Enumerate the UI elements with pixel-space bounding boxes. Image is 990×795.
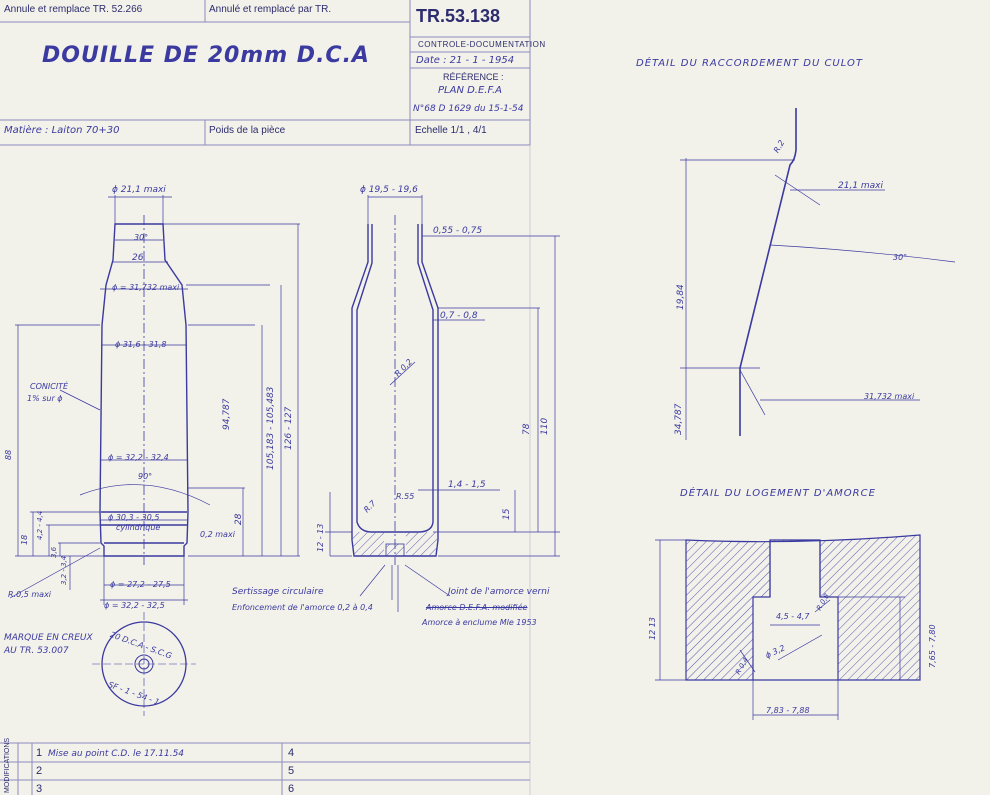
sec-r02: R 0,2 xyxy=(393,357,415,379)
sec-h78: 78 xyxy=(522,423,532,435)
dim-02-maxi: 0,2 maxi xyxy=(200,530,235,539)
mod-row-4-number: 4 xyxy=(288,747,295,759)
sertissage-label: Sertissage circulaire xyxy=(232,587,324,597)
amorce-1213: 12 13 xyxy=(648,617,657,640)
amorce-765: 7,65 - 7,80 xyxy=(928,624,937,668)
culot-r2: R.2 xyxy=(772,138,787,155)
marking-text-bottom: SF - 1 - 54 - 1 xyxy=(106,680,161,707)
amorce-r04: R 0,4 xyxy=(734,656,751,676)
dim-body: ϕ 31,6 - 31,8 xyxy=(115,340,167,349)
culot-31732: 31,732 maxi xyxy=(864,392,915,401)
dim-angle30: 30° xyxy=(134,233,149,242)
plan-ref: PLAN D.E.F.A xyxy=(438,85,502,96)
dim-groove: ϕ 30,3 - 30,5 xyxy=(108,513,160,522)
culot-detail-lines xyxy=(680,108,955,440)
marque-label: MARQUE EN CREUX xyxy=(4,633,93,643)
controle-label: CONTROLE-DOCUMENTATION xyxy=(418,40,546,49)
matiere-field: Matière : Laiton 70+30 xyxy=(4,125,120,136)
sec-h15: 15 xyxy=(502,508,512,520)
culot-1984: 19,84 xyxy=(676,284,686,310)
marque-ref: AU TR. 53.007 xyxy=(4,646,69,656)
amorce-r08: R 0,8 xyxy=(815,592,832,612)
dim-r05: R.0,5 maxi xyxy=(8,590,52,599)
culot-30deg: 30° xyxy=(893,253,908,262)
enfoncement-label: Enfoncement de l'amorce 0,2 à 0,4 xyxy=(232,603,373,612)
sec-r55: R.55 xyxy=(396,492,415,501)
sec-h12: 12 - 13 xyxy=(316,523,325,552)
dim-rim2: ϕ = 32,2 - 32,5 xyxy=(104,601,165,610)
dim-angle90: 90° xyxy=(138,472,153,481)
dim-105: 105,183 - 105,483 xyxy=(266,386,276,470)
conicite-value: 1% sur ϕ xyxy=(27,394,63,403)
poids-label: Poids de la pièce xyxy=(209,125,286,136)
dim-28: 28 xyxy=(234,513,244,525)
echelle-field: Echelle 1/1 , 4/1 xyxy=(415,125,487,136)
plan-number: N°68 D 1629 du 15-1-54 xyxy=(413,104,524,114)
amorce-label: Amorce à enclume Mle 1953 xyxy=(422,618,537,627)
mod-row-1-number: 1 xyxy=(36,747,43,759)
dim-base: ϕ = 32,2 - 32,4 xyxy=(108,453,169,462)
dim-126: 126 - 127 xyxy=(284,406,294,450)
culot-34787: 34,787 xyxy=(674,403,684,435)
marking-text-top: 20 D.C.A - S.C.G xyxy=(108,630,174,661)
amorce-detail-title: DÉTAIL DU LOGEMENT D'AMORCE xyxy=(680,488,876,499)
amorce-struck-label: Amorce D.E.F.A. modifiée xyxy=(426,603,528,612)
date-field: Date : 21 - 1 - 1954 xyxy=(416,55,515,66)
dim-34: 3,2 - 3,4 xyxy=(60,555,68,585)
dim-rim1: ϕ = 27,2 - 27,5 xyxy=(110,580,171,589)
dim-26: 26 xyxy=(132,253,144,263)
replaces-label: Annule et remplace TR. 52.266 xyxy=(4,4,143,15)
dim-88: 88 xyxy=(4,449,13,460)
mod-row-2-number: 2 xyxy=(36,765,43,777)
sec-h110: 110 xyxy=(540,417,550,435)
replaced-by-label: Annulé et remplacé par TR. xyxy=(209,4,332,15)
dim-18: 18 xyxy=(20,534,29,545)
dim-shoulder: ϕ = 31,732 maxi xyxy=(112,283,180,292)
tr-number: TR.53.138 xyxy=(416,6,501,26)
mod-row-5-number: 5 xyxy=(288,765,295,777)
drawing-title: DOUILLE DE 20mm D.C.A xyxy=(42,43,370,68)
sec-t3: 1,4 - 1,5 xyxy=(448,480,486,490)
joint-label: Joint de l'amorce verni xyxy=(448,587,550,597)
amorce-32: ϕ 3,2 xyxy=(764,643,787,661)
mod-row-1-text: Mise au point C.D. le 17.11.54 xyxy=(48,749,185,759)
mod-row-3-number: 3 xyxy=(36,783,43,795)
sec-t2: 0,7 - 0,8 xyxy=(440,311,478,321)
case-section-view xyxy=(352,215,438,565)
sec-r7: R.7 xyxy=(362,498,378,515)
cylindrique-label: cylindrique xyxy=(116,523,161,532)
amorce-45: 4,5 - 4,7 xyxy=(776,612,810,621)
dim-44: 4,2 - 4,4 xyxy=(36,510,44,540)
culot-211: 21,1 maxi xyxy=(838,181,884,191)
amorce-783: 7,83 - 7,88 xyxy=(766,706,810,715)
sec-d-top: ϕ 19,5 - 19,6 xyxy=(360,185,418,195)
culot-detail-title: DÉTAIL DU RACCORDEMENT DU CULOT xyxy=(636,58,863,69)
dim-94787: 94,787 xyxy=(222,398,232,430)
dim-36: 3,6 xyxy=(50,546,58,558)
amorce-detail xyxy=(655,535,920,720)
mod-row-6-number: 6 xyxy=(288,783,295,795)
conicite-label: CONICITÉ xyxy=(30,382,69,391)
modifications-side-label: MODIFICATIONS xyxy=(4,737,11,793)
sec-t1: 0,55 - 0,75 xyxy=(433,226,483,236)
dim-d-top: ϕ 21,1 maxi xyxy=(112,185,166,195)
reference-label: RÉFÉRENCE : xyxy=(443,72,504,82)
